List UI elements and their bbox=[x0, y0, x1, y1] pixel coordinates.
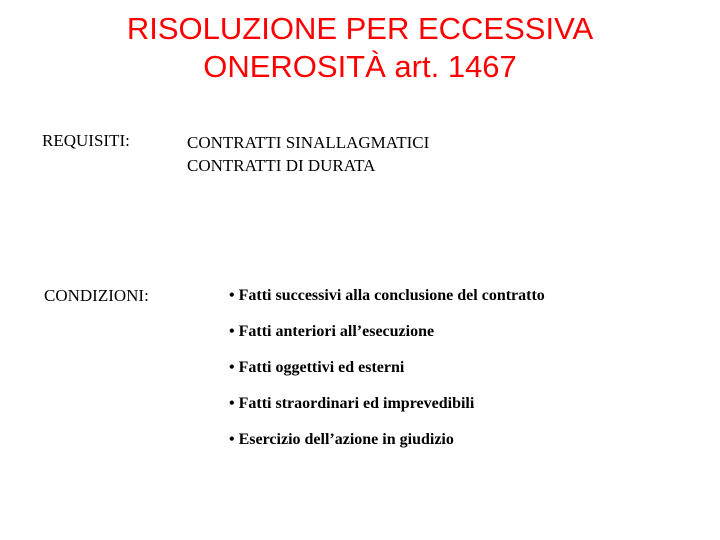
title-line-2: ONEROSITÀ art. 1467 bbox=[203, 49, 517, 84]
condizioni-item-text: Fatti successivi alla conclusione del contratto bbox=[238, 287, 545, 304]
bullet-icon: • bbox=[229, 359, 235, 376]
title-line-1: RISOLUZIONE PER ECCESSIVA bbox=[126, 11, 594, 46]
condizioni-item bbox=[229, 431, 545, 467]
bullet-icon: • bbox=[229, 431, 235, 448]
requisiti-item: CONTRATTI DI DURATA bbox=[187, 156, 376, 175]
condizioni-list bbox=[229, 287, 545, 467]
bullet-icon: • bbox=[229, 287, 235, 304]
condizioni-label: CONDIZIONI: bbox=[44, 286, 149, 305]
slide-title bbox=[0, 10, 720, 86]
condizioni-item bbox=[229, 323, 545, 359]
condizioni-item bbox=[229, 359, 545, 395]
bullet-icon: • bbox=[229, 323, 235, 340]
requisiti-values bbox=[187, 131, 429, 177]
requisiti-label: REQUISITI: bbox=[42, 131, 130, 150]
condizioni-item-text: Fatti anteriori all’esecuzione bbox=[238, 323, 435, 340]
condizioni-item-text: Fatti straordinari ed imprevedibili bbox=[238, 395, 475, 412]
condizioni-item bbox=[229, 287, 545, 323]
condizioni-item bbox=[229, 395, 545, 431]
bullet-icon: • bbox=[229, 395, 235, 412]
condizioni-item-text: Esercizio dell’azione in giudizio bbox=[238, 431, 454, 448]
requisiti-item: CONTRATTI SINALLAGMATICI bbox=[187, 133, 430, 152]
condizioni-item-text: Fatti oggettivi ed esterni bbox=[238, 359, 405, 376]
